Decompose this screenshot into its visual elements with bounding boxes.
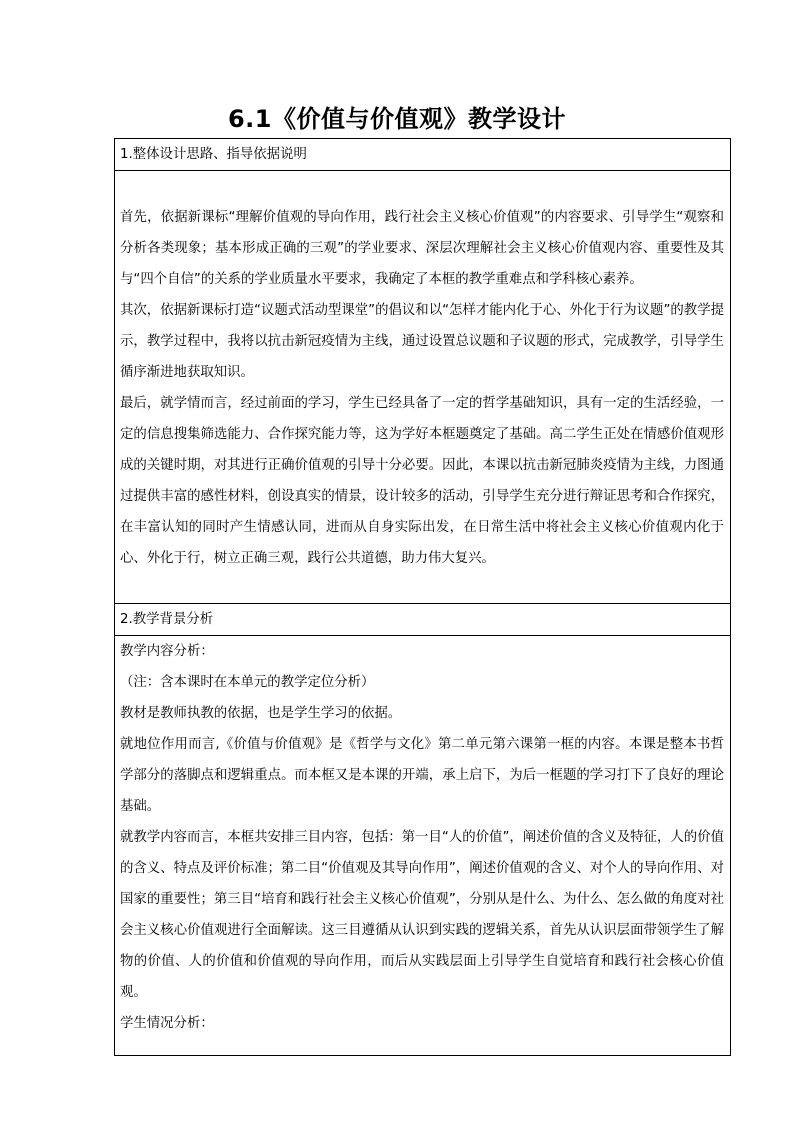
table-row	[115, 139, 731, 171]
table-row	[115, 636, 731, 1056]
subheading-student-analysis: 学生情况分析：	[120, 1016, 214, 1031]
design-table	[114, 138, 731, 1056]
note-text: （注：含本课时在本单元的教学定位分析）	[120, 675, 375, 690]
paragraph: 就教学内容而言，本框共安排三目内容，包括：第一目“人的价值”，阐述价值的含义及特征，人的价值的含义、特点及评价标准；第二目“价值观及其导向作用”，阐述价值观的含义、对个人的导向作用、对国家的重要性；第三目“培育和践行社会主义核心价值观”，分别从是什么、为什么、怎么做的角度对社会主义核心价值观进行全面解读。这三目遵循从认识到实践的逻辑关系，首先从认识层面带领学生了解物的价值、人的价值和价值观的导向作用，而后从实践层面上引导学生自觉培育和践行社会核心价值观。	[120, 830, 724, 1000]
section-heading-design-approach: 1.整体设计思路、指导依据说明	[115, 139, 731, 171]
section-content-design-approach	[115, 171, 731, 604]
subheading-content-analysis: 教学内容分析：	[120, 644, 214, 659]
paragraph: 首先，依据新课标“理解价值观的导向作用，践行社会主义核心价值观”的内容要求、引导学生“观察和分析各类现象；基本形成正确的三观”的学业要求、深层次理解社会主义核心价值观内容、重要性及其与“四个自信”的关系的学业质量水平要求，我确定了本框的教学重难点和学科核心素养。	[120, 210, 724, 287]
section-content-background-analysis	[115, 636, 731, 1056]
section-heading-background-analysis: 2.教学背景分析	[115, 604, 731, 636]
paragraph: 其次，依据新课标打造“议题式活动型课堂”的倡议和以“怎样才能内化于心、外化于行为议题”的教学提示，教学过程中，我将以抗击新冠疫情为主线，通过设置总议题和子议题的形式，完成教学，引导学生循序渐进地获取知识。	[120, 303, 724, 380]
page-title: 6.1《价值与价值观》教学设计	[227, 105, 566, 133]
table-row	[115, 171, 731, 604]
paragraph: 教材是教师执教的依据，也是学生学习的依据。	[120, 706, 402, 721]
table-row	[115, 604, 731, 636]
paragraph: 最后，就学情而言，经过前面的学习，学生已经具备了一定的哲学基础知识，具有一定的生活经验，一定的信息搜集筛选能力、合作探究能力等，这为学好本框题奠定了基础。高二学生正处在情感价值观形成的关键时期，对其进行正确价值观的引导十分必要。因此，本课以抗击新冠肺炎疫情为主线，力图通过提供丰富的感性材料，创设真实的情景，设计较多的活动，引导学生充分进行辩证思考和合作探究，在丰富认知的同时产生情感认同，进而从自身实际出发，在日常生活中将社会主义核心价值观内化于心、外化于行，树立正确三观，践行公共道德，助力伟大复兴。	[120, 396, 724, 566]
paragraph: 就地位作用而言,《价值与价值观》是《哲学与文化》第二单元第六课第一框的内容。本课是整本书哲学部分的落脚点和逻辑重点。而本框又是本课的开端，承上启下，为后一框题的学习打下了良好的理论基础。	[120, 737, 724, 814]
